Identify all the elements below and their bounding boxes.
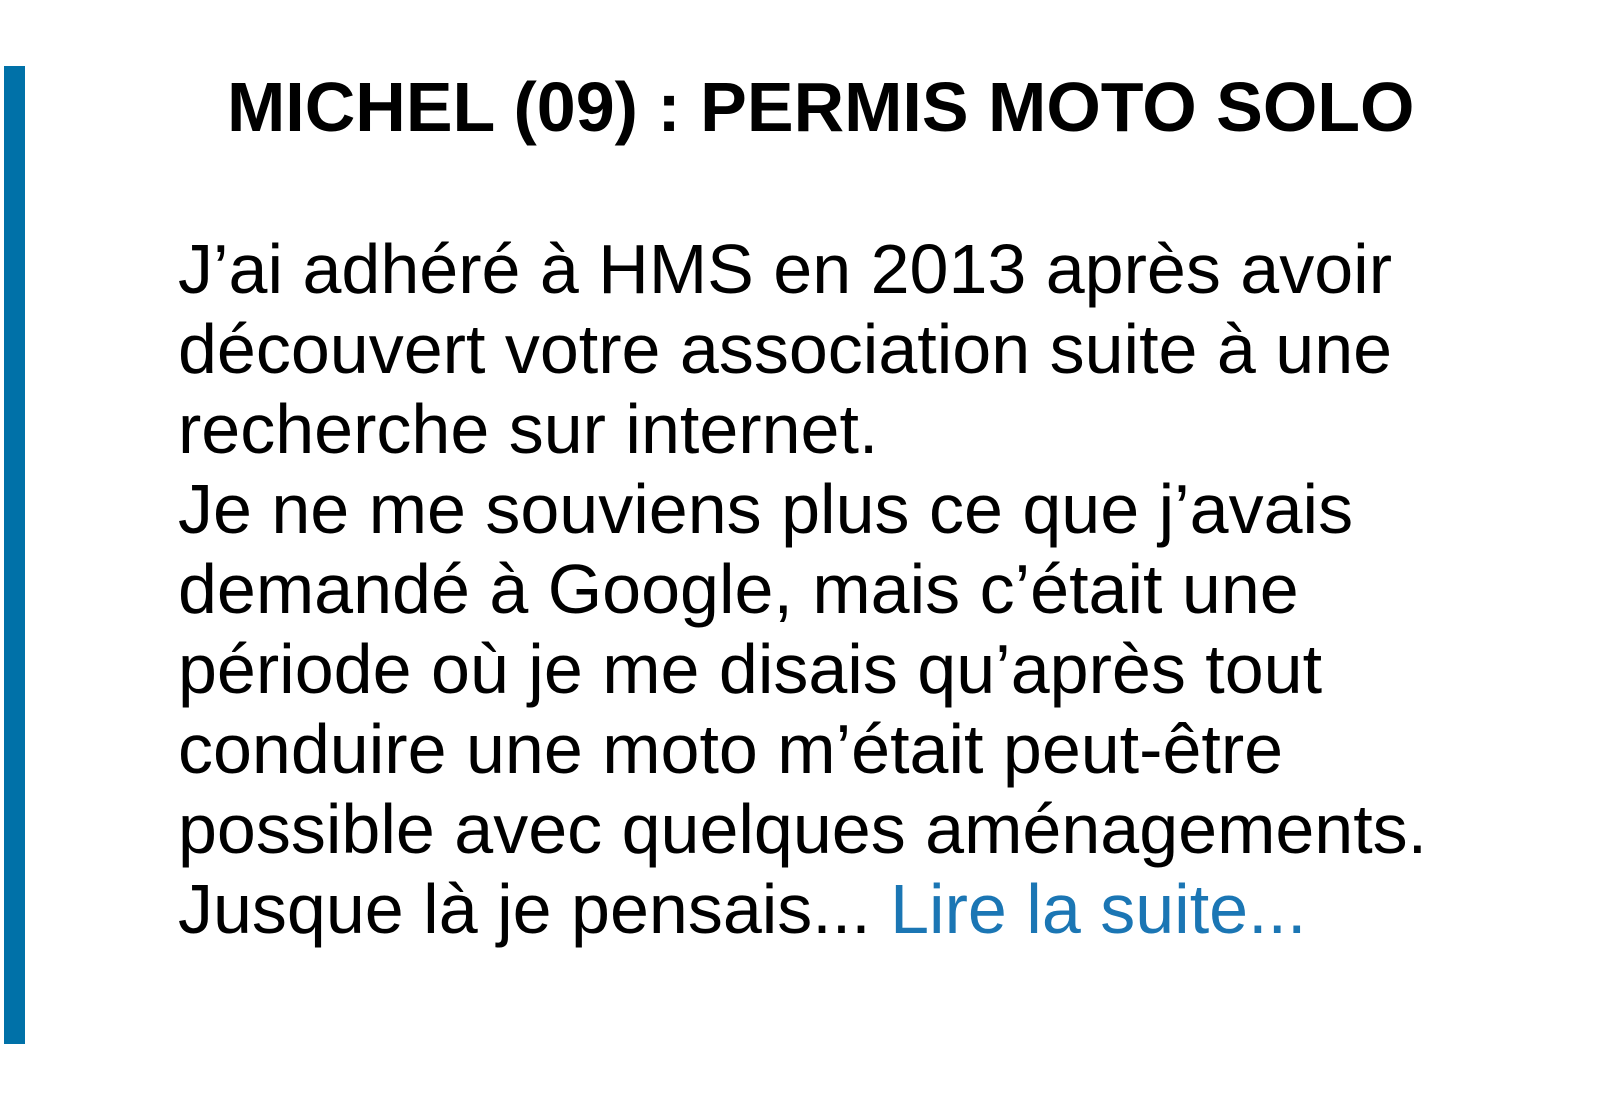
body-line: découvert votre association suite à une xyxy=(178,310,1393,388)
body-line: période où je me disais qu’après tout xyxy=(178,630,1323,708)
body-line-text: Jusque là je pensais... xyxy=(178,870,891,948)
body-line: demandé à Google, mais c’était une xyxy=(178,550,1299,628)
body-line: possible avec quelques aménagements. xyxy=(178,790,1428,868)
body-line: recherche sur internet. xyxy=(178,390,879,468)
accent-bar xyxy=(4,66,25,1044)
page-title: MICHEL (09) : PERMIS MOTO SOLO xyxy=(227,68,1415,146)
body-line: Je ne me souviens plus ce que j’avais xyxy=(178,470,1354,548)
body-line: J’ai adhéré à HMS en 2013 après avoir xyxy=(178,230,1393,308)
article-body xyxy=(178,229,1427,949)
body-line xyxy=(178,869,1427,949)
body-line: conduire une moto m’était peut-être xyxy=(178,710,1284,788)
read-more-link[interactable]: Lire la suite... xyxy=(890,870,1307,948)
